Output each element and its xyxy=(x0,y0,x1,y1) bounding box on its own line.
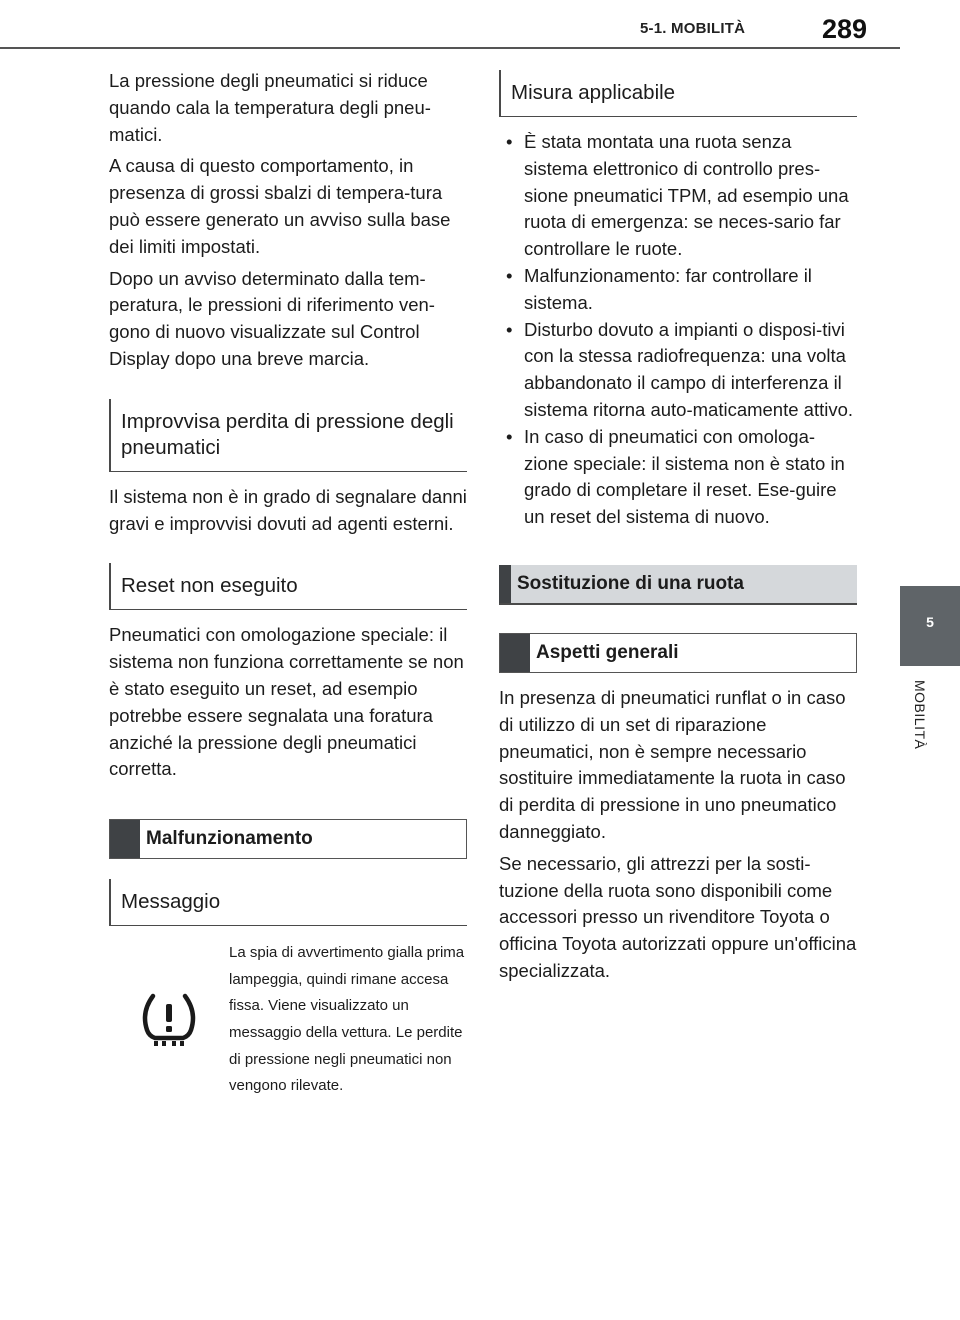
page-number: 289 xyxy=(822,14,868,44)
heading-bar xyxy=(500,634,530,672)
list-item: • Malfunzionamento: far controllare il sistema. xyxy=(499,263,857,317)
heading-message: Messaggio xyxy=(109,879,467,926)
heading-malfunction xyxy=(109,819,467,859)
heading-bar xyxy=(110,820,140,858)
paragraph: A causa di questo comportamento, in presenza di grossi sbalzi di tempera-tura può essere generato un avviso sulla base dei limiti impostati. xyxy=(109,155,451,257)
chapter-number: 5 xyxy=(926,614,934,630)
heading-general-aspects xyxy=(499,633,857,673)
heading-text: Aspetti generali xyxy=(536,641,679,663)
message-row xyxy=(109,940,467,1100)
left-column xyxy=(109,68,467,1100)
paragraph: Il sistema non è in grado di segnalare danni gravi e improvvisi dovuti ad agenti esterni. xyxy=(109,485,467,534)
paragraph: Pneumatici con omologazione speciale: il sistema non funziona correttamente se non è stato eseguito un reset, ad esempio potrebbe essere segnalata una foratura anziché la pressione degli pneumatici corretta. xyxy=(109,624,464,780)
measure-list xyxy=(499,129,857,531)
list-item: • Disturbo dovuto a impianti o disposi-tivi con la stessa radiofrequenza: una volta abbandonato il campo di interferenza il sistema ritorna auto-maticamente attivo. xyxy=(499,317,857,424)
paragraph: Se necessario, gli attrezzi per la sosti-tuzione della ruota sono disponibili come accessori presso un rivenditore Toyota o officina Toyota autorizzati oppure un'officina specializzata. xyxy=(499,852,857,981)
heading-applicable-measure: Misura applicabile xyxy=(499,70,857,117)
list-item: • In caso di pneumatici con omologa-zione speciale: il sistema non è stato in grado di completare il reset. Ese-guire un reset del sistema di nuovo. xyxy=(499,424,857,531)
header-divider xyxy=(0,47,900,49)
heading-sudden-pressure-loss: Improvvisa perdita di pressione degli pneumatici xyxy=(109,399,467,472)
right-column xyxy=(499,68,857,990)
heading-text: Malfunzionamento xyxy=(146,828,313,850)
section-title: 5-1. MOBILITÀ xyxy=(640,20,746,37)
tire-pressure-warning-icon xyxy=(109,940,229,1100)
heading-wheel-change xyxy=(499,565,857,605)
heading-bar xyxy=(499,565,511,603)
list-item: • È stata montata una ruota senza sistema elettronico di controllo pres-sione pneumatici TPM, ad esempio una ruota di emergenza: se neces-sario far controllare le ruote. xyxy=(499,129,857,263)
message-description: La spia di avvertimento gialla prima lampeggia, quindi rimane accesa fissa. Viene visualizzato un messaggio della vettura. Le perdite di pressione negli pneumatici non vengono rilevate. xyxy=(229,944,465,1095)
paragraph: La pressione degli pneumatici si riduce quando cala la temperatura degli pneu-matici. xyxy=(109,70,431,145)
heading-reset-not-done: Reset non eseguito xyxy=(109,563,467,610)
chapter-label: MOBILITÀ xyxy=(912,680,928,750)
paragraph: Dopo un avviso determinato dalla tem-peratura, le pressioni di riferimento ven-gono di nuovo visualizzate sul Control Display dopo una breve marcia. xyxy=(109,267,435,369)
paragraph: In presenza di pneumatici runflat o in caso di utilizzo di un set di riparazione pneumatici, non è sempre necessario sostituire immediatamente la ruota in caso di perdita di pressione in uno pneumatico danneggiato. xyxy=(499,686,846,842)
heading-text: Sostituzione di una ruota xyxy=(517,572,744,594)
